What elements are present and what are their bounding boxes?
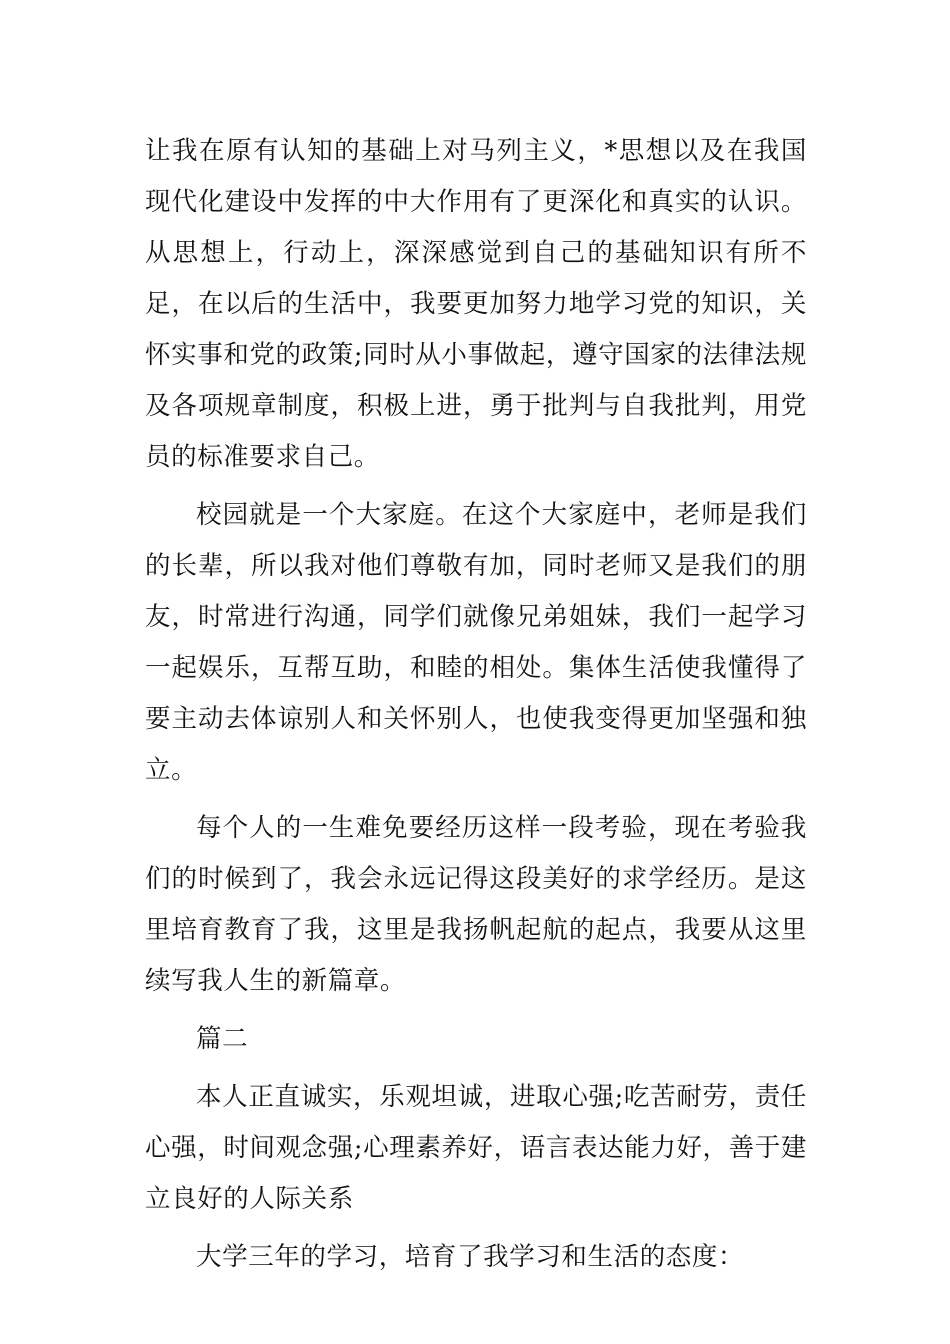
paragraph-3: 每个人的一生难免要经历这样一段考验，现在考验我们的时候到了，我会永远记得这段美好的求学经历。是这里培育教育了我，这里是我扬帆起航的起点，我要从这里续写我人生的新篇章。 [145, 813, 807, 996]
paragraph-2: 校园就是一个大家庭。在这个大家庭中，老师是我们的长辈，所以我对他们尊敬有加，同时老师又是我们的朋友，时常进行沟通，同学们就像兄弟姐妹，我们一起学习一起娱乐，互帮互助，和睦的相处。集体生活使我懂得了要主动去体谅别人和关怀别人，也使我变得更加坚强和独立。 [145, 500, 807, 785]
paragraph-5: 大学三年的学习，培育了我学习和生活的态度： [196, 1242, 745, 1272]
paragraph-4: 本人正直诚实，乐观坦诚，进取心强;吃苦耐劳，责任心强，时间观念强;心理素养好，语言表达能力好，善于建立良好的人际关系 [145, 1082, 807, 1214]
section-heading: 篇二 [196, 1024, 249, 1054]
document-body [145, 126, 807, 1283]
paragraph-1: 让我在原有认知的基础上对马列主义，*思想以及在我国现代化建设中发挥的中大作用有了更深化和真实的认识。从思想上，行动上，深深感觉到自己的基础知识有所不足，在以后的生活中，我要更加努力地学习党的知识，关怀实事和党的政策;同时从小事做起，遵守国家的法律法规及各项规章制度，积极上进，勇于批判与自我批判，用党员的标准要求自己。 [145, 136, 807, 472]
